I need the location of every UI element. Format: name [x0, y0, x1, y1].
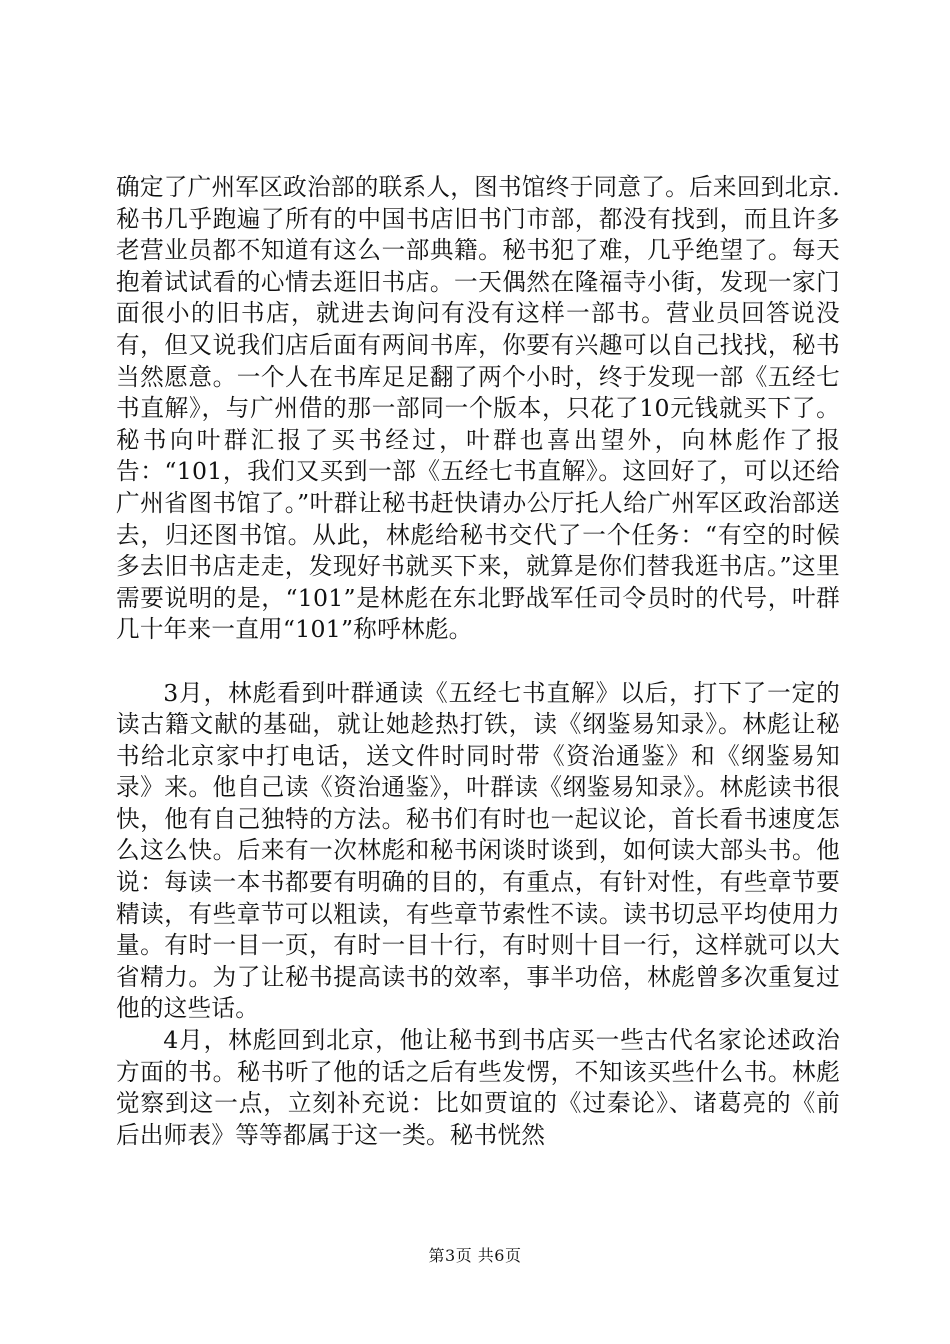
- paragraph-gap: [116, 646, 840, 678]
- paragraph-2: 3月，林彪看到叶群通读《五经七书直解》以后，打下了一定的读古籍文献的基础，就让她趁热打铁，读《纲鉴易知录》。林彪让秘书给北京家中打电话，送文件时同时带《资治通鉴》和《纲鉴易知录》来。他自己读《资治通鉴》，叶群读《纲鉴易知录》。林彪读书很快，他有自己独特的方法。秘书们有时也一起议论，首长看书速度怎么这么快。后来有一次林彪和秘书闲谈时谈到，如何读大部头书。他说：每读一本书都要有明确的目的，有重点，有针对性，有些章节要精读，有些章节可以粗读，有些章节索性不读。读书切忌平均使用力量。有时一目一页，有时一目十行，有时则十目一行，这样就可以大省精力。为了让秘书提高读书的效率，事半功倍，林彪曾多次重复过他的这些话。: [116, 678, 840, 1023]
- page-number-footer: 第3页 共6页: [428, 1246, 522, 1265]
- paragraph-1: 确定了广州军区政治部的联系人，图书馆终于同意了。后来回到北京.秘书几乎跑遍了所有的中国书店旧书门市部，都没有找到，而且许多老营业员都不知道有这么一部典籍。秘书犯了难，几乎绝望了。每天抱着试试看的心情去逛旧书店。一天偶然在隆福寺小街，发现一家门面很小的旧书店，就进去询问有没有这样一部书。营业员回答说没有，但又说我们店后面有两间书库，你要有兴趣可以自己找找，秘书当然愿意。一个人在书库足足翻了两个小时，终于发现一部《五经七书直解》，与广州借的那一部同一个版本，只花了10元钱就买下了。秘书向叶群汇报了买书经过，叶群也喜出望外，向林彪作了报告：“101，我们又买到一部《五经七书直解》。这回好了，可以还给广州省图书馆了。”叶群让秘书赶快请办公厅托人给广州军区政治部送去，归还图书馆。从此，林彪给秘书交代了一个任务：“有空的时候多去旧书店走走，发现好书就买下来，就算是你们替我逛书店。”这里需要说明的是，“101”是林彪在东北野战军任司令员时的代号，叶群几十年来一直用“101”称呼林彪。: [116, 173, 840, 644]
- paragraph-3: 4月，林彪回到北京，他让秘书到书店买一些古代名家论述政治方面的书。秘书听了他的话之后有些发愣，不知该买些什么书。林彪觉察到这一点，立刻补充说：比如贾谊的《过秦论》、诸葛亮的《前后出师表》等等都属于这一类。秘书恍然: [116, 1026, 840, 1149]
- document-body: [116, 172, 840, 1151]
